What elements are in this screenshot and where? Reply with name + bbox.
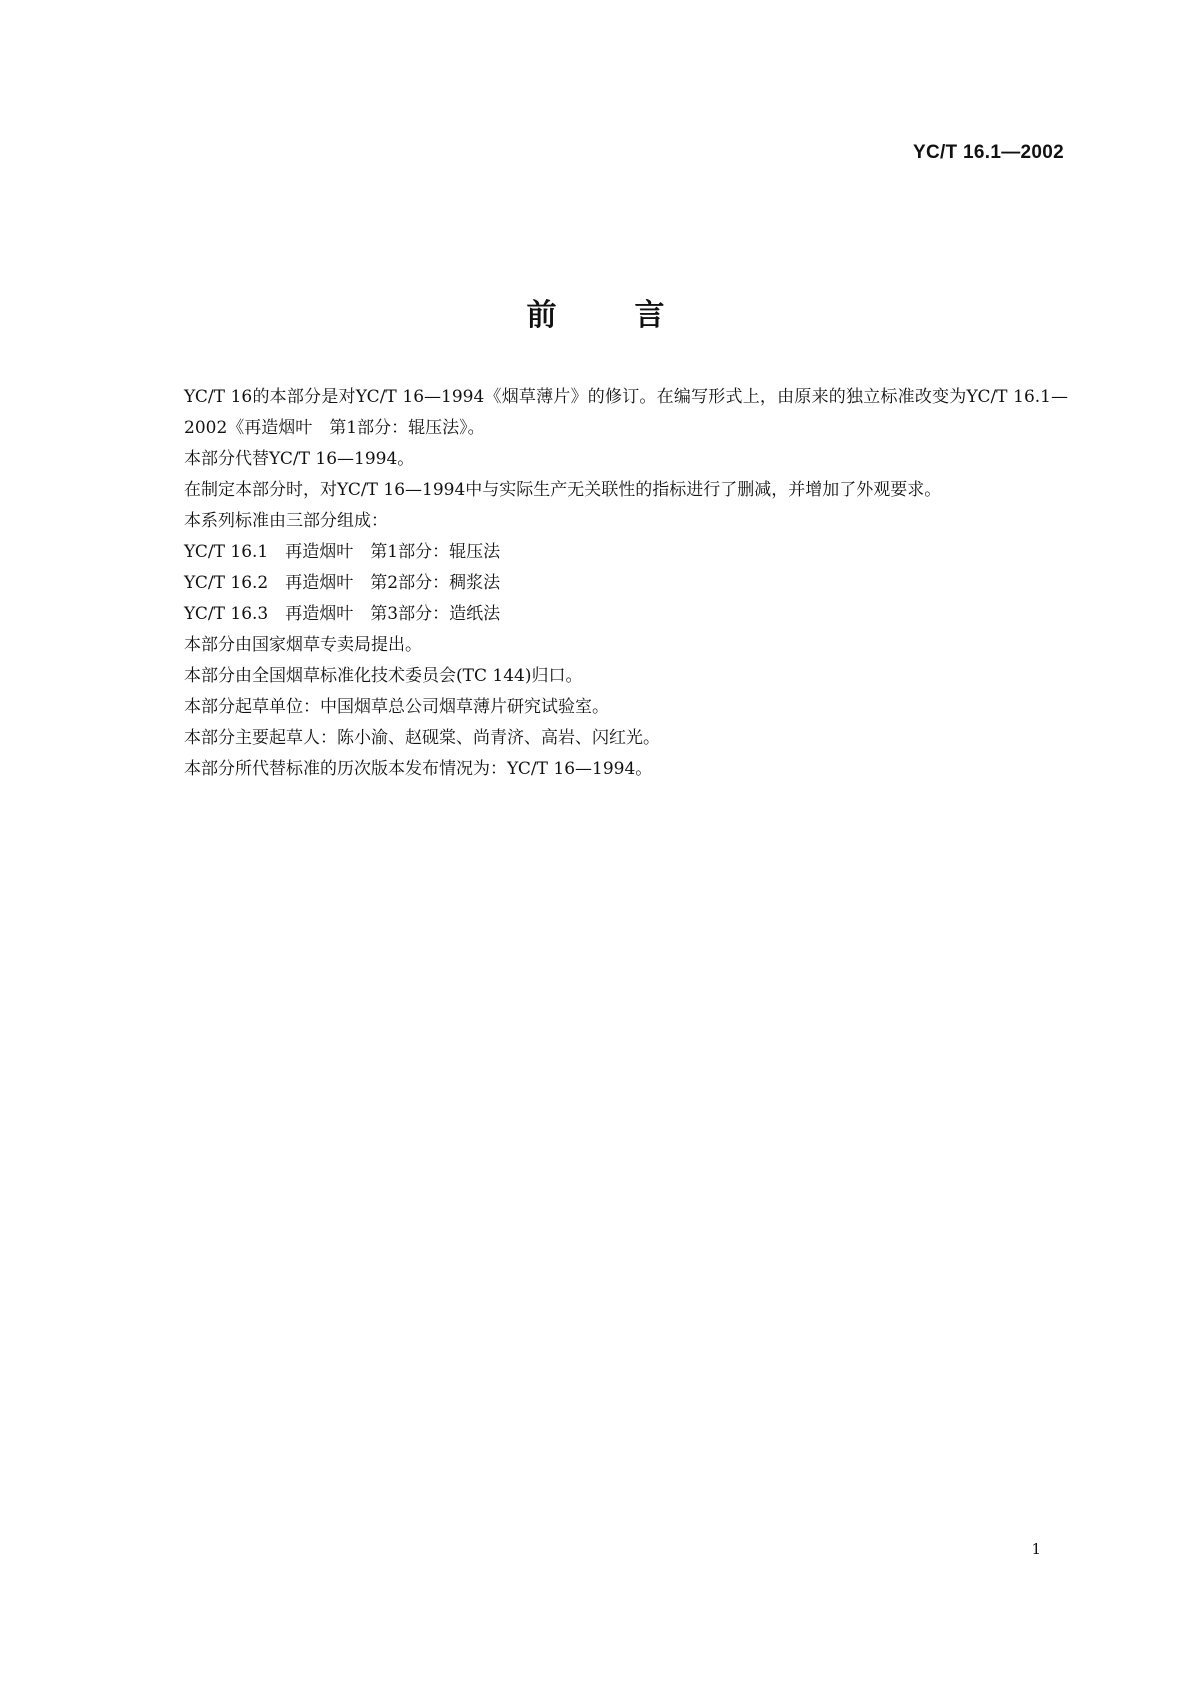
paragraph-replaces: 本部分代替YC/T 16—1994。 [184,449,415,469]
document-code: YC/T 16.1—2002 [912,142,1064,163]
paragraph-revision: YC/T 16的本部分是对YC/T 16—1994《烟草薄片》的修订。在编写形式上，由原来的独立标准改变为YC/T 16.1—2002《再造烟叶 第1部分：辊压法》。 [184,387,1068,438]
paragraph-centralized-by: 本部分由全国烟草标准化技术委员会(TC 144)归口。 [184,666,583,686]
paragraph-changes: 在制定本部分时，对YC/T 16—1994中与实际生产无关联性的指标进行了删减，并增加了外观要求。 [184,480,942,500]
paragraph-drafters: 本部分主要起草人：陈小渝、赵砚棠、尚青济、高岩、闪红光。 [184,728,660,748]
paragraph-version-history: 本部分所代替标准的历次版本发布情况为：YC/T 16—1994。 [184,759,653,779]
page-number: 1 [1031,1540,1041,1558]
paragraph-proposed-by: 本部分由国家烟草专卖局提出。 [184,635,422,655]
series-item-part-2: YC/T 16.2 再造烟叶 第2部分：稠浆法 [184,573,501,593]
foreword-body [148,382,1068,785]
series-item-part-3: YC/T 16.3 再造烟叶 第3部分：造纸法 [184,604,501,624]
page-title: 前言 [526,298,743,333]
paragraph-series-intro: 本系列标准由三部分组成： [184,511,388,531]
series-item-part-1: YC/T 16.1 再造烟叶 第1部分：辊压法 [184,542,501,562]
paragraph-drafting-unit: 本部分起草单位：中国烟草总公司烟草薄片研究试验室。 [184,697,609,717]
